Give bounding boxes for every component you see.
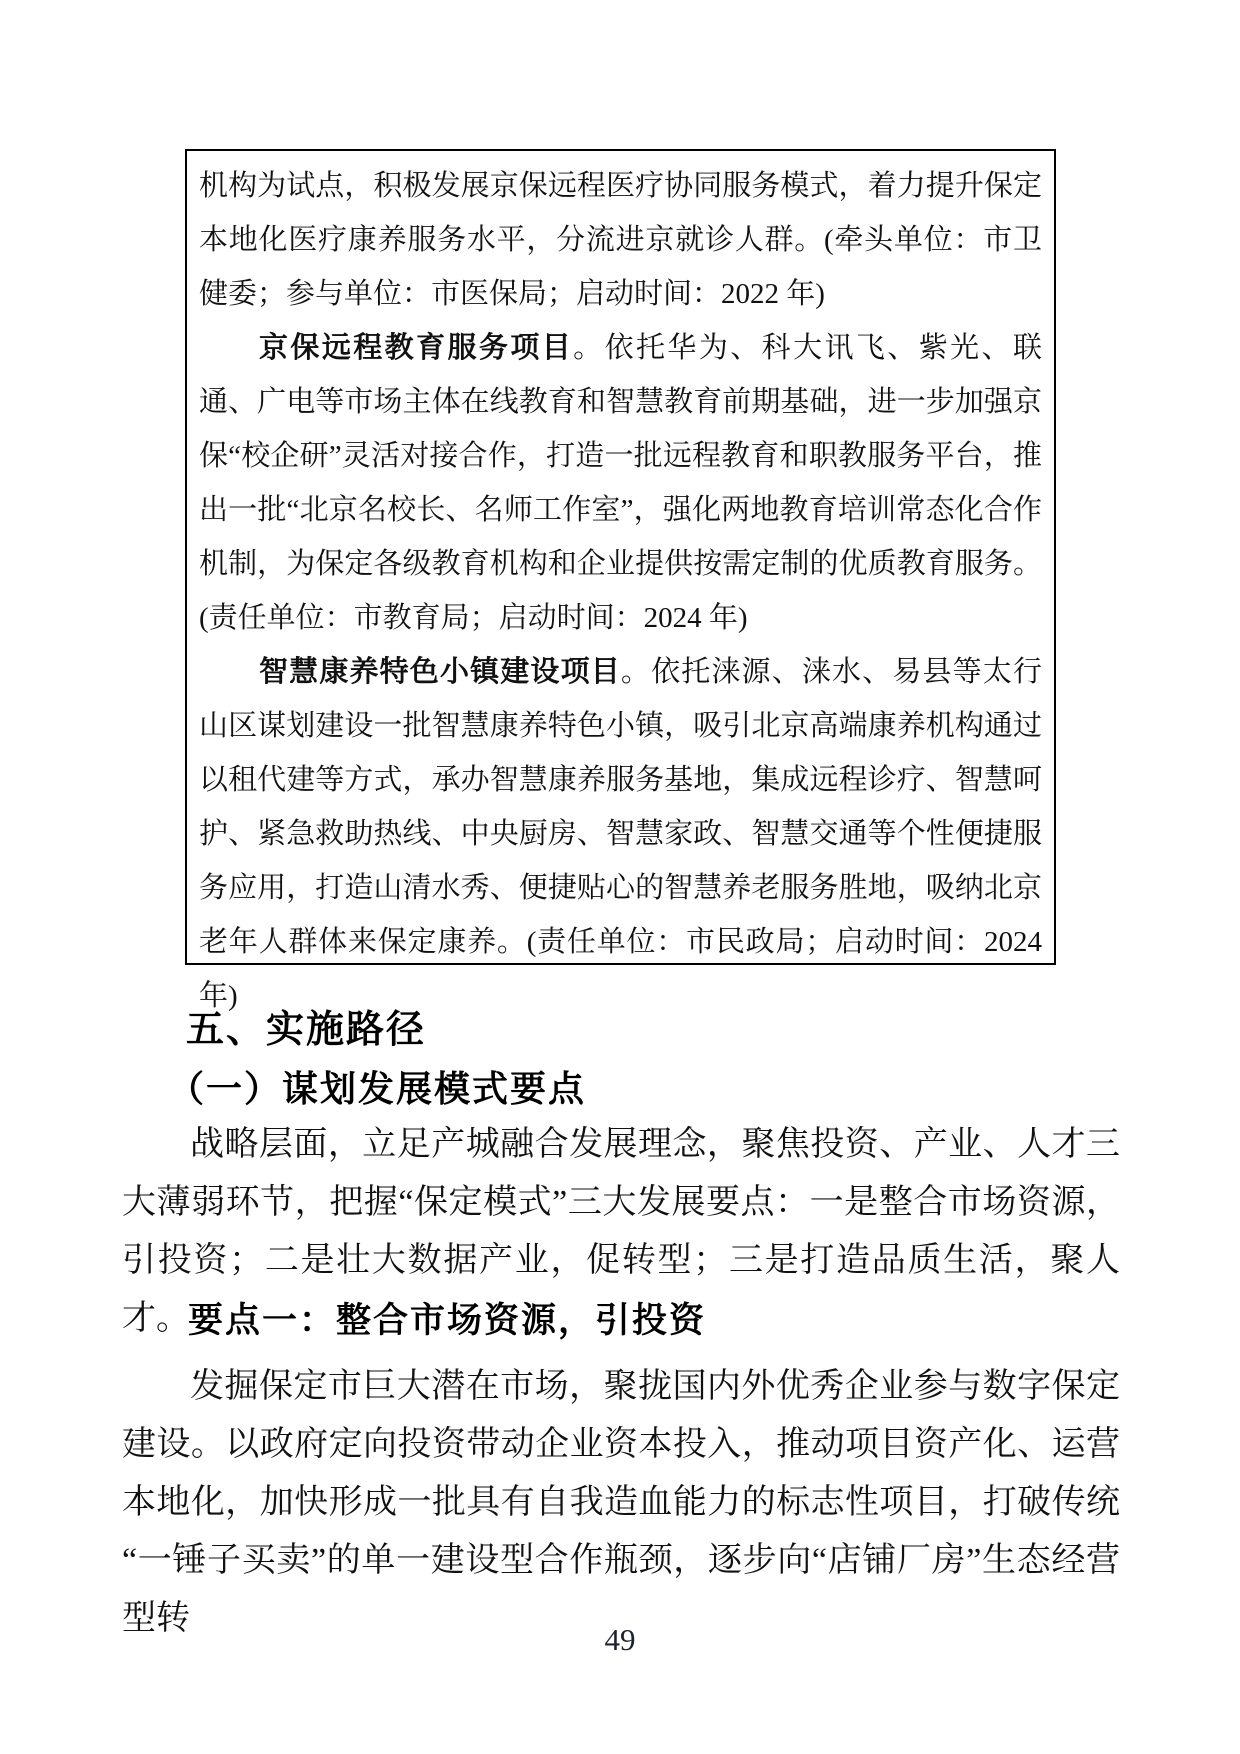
page-number: 49 (604, 1622, 636, 1657)
subsection-heading-development-model: （一）谋划发展模式要点 (168, 1069, 587, 1109)
project-paragraph-wellness-town (199, 645, 1042, 1023)
paragraph-market-resources-detail: 发掘保定市巨大潜在市场，聚拢国内外优秀企业参与数字保定建设。以政府定向投资带动企业资本投入，推动项目资产化、运营本地化，加快形成一批具有自我造血能力的标志性项目，打破传统“一锤子买卖”的单一建设型合作瓶颈，逐步向“店铺厂房”生态经营型转 (122, 1368, 1120, 1637)
project-title-wellness-town: 智慧康养特色小镇建设项目 (259, 656, 621, 688)
project-paragraph-wellness-town-text: 。依托涞源、涞水、易县等太行山区谋划建设一批智慧康养特色小镇，吸引北京高端康养机构通过以租代建等方式，承办智慧康养服务基地，集成远程诊疗、智慧呵护、紧急救助热线、中央厨房、智慧家政、智慧交通等个性便捷服务应用，打造山清水秀、便捷贴心的智慧养老服务胜地，吸纳北京老年人群体来保定康养。(责任单位：市民政局；启动时间：2024 年) (199, 656, 1042, 1012)
project-paragraph-medical (199, 159, 1042, 321)
project-paragraph-education-text: 。依托华为、科大讯飞、紫光、联通、广电等市场主体在线教育和智慧教育前期基础，进一步加强京保“校企研”灵活对接合作，打造一批远程教育和职教服务平台，推出一批“北京名校长、名师工作室”，强化两地教育培训常态化合作机制，为保定各级教育机构和企业提供按需定制的优质教育服务。(责任单位：市教育局；启动时间：2024 年) (199, 332, 1042, 634)
project-title-education: 京保远程教育服务项目 (259, 332, 574, 364)
project-paragraph-education (199, 321, 1042, 645)
paragraph-strategy-overview: 战略层面，立足产城融合发展理念，聚焦投资、产业、人才三大薄弱环节，把握“保定模式”三大发展要点：一是整合市场资源，引投资；二是壮大数据产业，促转型；三是打造品质生活，聚人才。 (122, 1126, 1120, 1337)
section-heading-implementation-path: 五、实施路径 (186, 1009, 427, 1051)
point-heading-market-resources: 要点一：整合市场资源，引投资 (188, 1301, 707, 1340)
project-callout-box (185, 149, 1056, 1012)
project-paragraph-medical-text: 机构为试点，积极发展京保远程医疗协同服务模式，着力提升保定本地化医疗康养服务水平，分流进京就诊人群。(牵头单位：市卫健委；参与单位：市医保局；启动时间：2022 年) (199, 170, 1042, 310)
